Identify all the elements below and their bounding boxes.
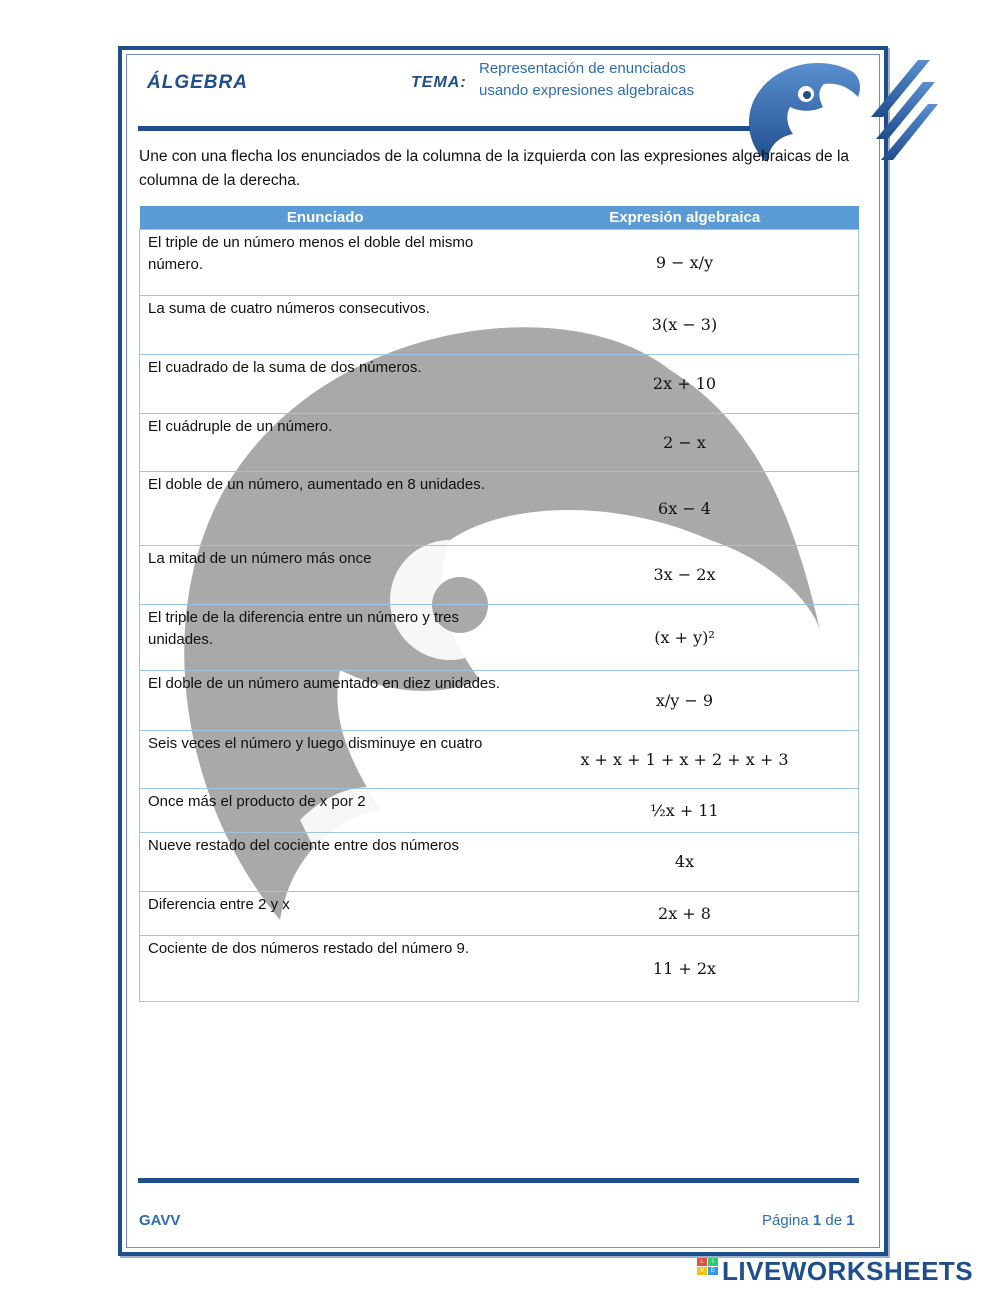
brand-block: E bbox=[708, 1267, 718, 1275]
page-of: de bbox=[825, 1212, 843, 1229]
expression-cell[interactable]: 2x + 8 bbox=[511, 892, 859, 936]
statement-cell: La mitad de un número más once bbox=[140, 546, 512, 605]
footer-rule bbox=[138, 1178, 859, 1183]
header-subject: ÁLGEBRA bbox=[147, 72, 248, 93]
expression-cell[interactable]: x + x + 1 + x + 2 + x + 3 bbox=[511, 731, 859, 789]
brand-block: L bbox=[697, 1258, 707, 1266]
table-row bbox=[140, 605, 859, 671]
table-row bbox=[140, 355, 859, 414]
table-header-row bbox=[140, 206, 859, 230]
expression-cell[interactable]: 9 − x/y bbox=[511, 230, 859, 296]
expression-cell[interactable]: 3(x − 3) bbox=[511, 296, 859, 355]
header-topic-line1: Representación de enunciados bbox=[479, 60, 686, 77]
table-row bbox=[140, 671, 859, 731]
header-expresion: Expresión algebraica bbox=[511, 206, 859, 230]
statement-cell: El triple de un número menos el doble del mismo número. bbox=[140, 230, 512, 296]
header-rule bbox=[138, 126, 750, 131]
expression-cell[interactable]: 3x − 2x bbox=[511, 546, 859, 605]
table-row bbox=[140, 833, 859, 892]
statement-cell: Seis veces el número y luego disminuye en cuatro bbox=[140, 731, 512, 789]
statement-cell: Cociente de dos números restado del número 9. bbox=[140, 936, 512, 1002]
page-total: 1 bbox=[846, 1212, 855, 1229]
footer-page-number bbox=[762, 1212, 855, 1229]
table-row bbox=[140, 472, 859, 546]
expression-cell[interactable]: ½x + 11 bbox=[511, 789, 859, 833]
statement-cell: El cuádruple de un número. bbox=[140, 414, 512, 472]
expression-cell[interactable]: x/y − 9 bbox=[511, 671, 859, 731]
footer-author: GAVV bbox=[139, 1212, 181, 1229]
table-row bbox=[140, 789, 859, 833]
brand-name: LIVEWORKSHEETS bbox=[722, 1255, 974, 1286]
page-word: Página bbox=[762, 1212, 809, 1229]
matching-table bbox=[139, 206, 859, 1002]
expression-cell[interactable]: 2 − x bbox=[511, 414, 859, 472]
table-row bbox=[140, 892, 859, 936]
header-tema-label: TEMA: bbox=[411, 74, 467, 91]
statement-cell: Diferencia entre 2 y x bbox=[140, 892, 512, 936]
header-topic-line2: usando expresiones algebraicas bbox=[479, 82, 695, 99]
statement-cell: El cuadrado de la suma de dos números. bbox=[140, 355, 512, 414]
expression-cell[interactable]: (x + y)² bbox=[511, 605, 859, 671]
header-enunciado: Enunciado bbox=[140, 206, 512, 230]
expression-cell[interactable]: 6x − 4 bbox=[511, 472, 859, 546]
page-current: 1 bbox=[812, 1212, 822, 1229]
statement-cell: El triple de la diferencia entre un número y tres unidades. bbox=[140, 605, 512, 671]
table-row bbox=[140, 296, 859, 355]
brand-block: V bbox=[697, 1267, 707, 1275]
table-row bbox=[140, 731, 859, 789]
table-row bbox=[140, 546, 859, 605]
statement-cell: La suma de cuatro números consecutivos. bbox=[140, 296, 512, 355]
header-topic bbox=[479, 58, 694, 102]
table-row bbox=[140, 936, 859, 1002]
statement-cell: El doble de un número, aumentado en 8 unidades. bbox=[140, 472, 512, 546]
liveworksheets-brand[interactable] bbox=[697, 1256, 973, 1286]
brand-logo-icon bbox=[697, 1258, 718, 1284]
statement-cell: El doble de un número aumentado en diez unidades. bbox=[140, 671, 512, 731]
statement-cell: Once más el producto de x por 2 bbox=[140, 789, 512, 833]
expression-cell[interactable]: 2x + 10 bbox=[511, 355, 859, 414]
statement-cell: Nueve restado del cociente entre dos números bbox=[140, 833, 512, 892]
expression-cell[interactable]: 4x bbox=[511, 833, 859, 892]
table-row bbox=[140, 230, 859, 296]
instructions-text: Une con una flecha los enunciados de la columna de la izquierda con las expresiones algebraicas de la columna de la derecha. bbox=[139, 148, 850, 189]
brand-block: I bbox=[708, 1258, 718, 1266]
expression-cell[interactable]: 11 + 2x bbox=[511, 936, 859, 1002]
table-row bbox=[140, 414, 859, 472]
